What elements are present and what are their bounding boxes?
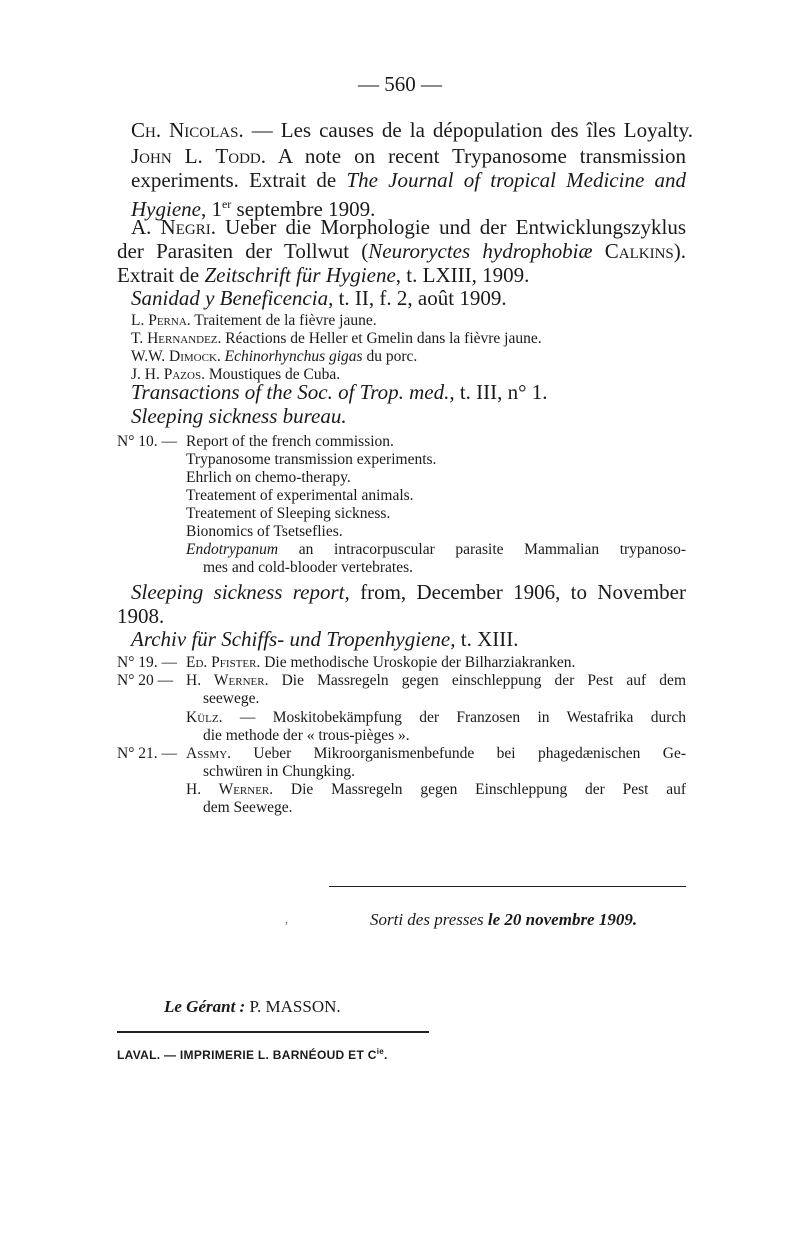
no21-author: Assmy. bbox=[186, 745, 232, 762]
sanidad-item-author: J. H. Pazos. bbox=[131, 366, 205, 383]
no20-label: N° 20 — bbox=[117, 672, 174, 689]
author-negri: A. Negri. bbox=[131, 215, 216, 239]
sanidad-item-author: L. Perna. bbox=[131, 312, 191, 329]
entry-negri-line1 bbox=[131, 215, 686, 239]
report-italic: Sleeping sickness report, bbox=[131, 580, 350, 604]
werner-entry bbox=[186, 781, 686, 799]
printer-sup: ie bbox=[376, 1047, 384, 1056]
sanidad-item-text: Moustiques de Cuba. bbox=[204, 366, 341, 383]
sanidad-item-text: Traitement de la fièvre jaune. bbox=[190, 312, 377, 329]
sanidad-item-author: W.W. Dimock. bbox=[131, 348, 221, 365]
author-nicolas: Ch. Nicolas. bbox=[131, 118, 244, 142]
bureau-title: Sleeping sickness bureau. bbox=[131, 404, 347, 428]
werner-cont: dem Seewege. bbox=[203, 799, 293, 816]
no20-entry bbox=[186, 672, 686, 690]
sorti-part-2: le 20 novembre 1909. bbox=[487, 910, 638, 929]
transactions-title: Transactions of the Soc. of Trop. med., bbox=[131, 380, 455, 404]
no10-endotrypanum-cont: mes and cold-blooder vertebrates. bbox=[203, 559, 414, 576]
no10-item: Treatement of experimental animals. bbox=[186, 487, 414, 504]
no10-item: Ehrlich on chemo-therapy. bbox=[186, 469, 351, 486]
kulz-author: Külz. bbox=[186, 709, 223, 726]
title-todd-2: experiments. Extrait de bbox=[131, 168, 347, 192]
todd-date-post: septembre 1909. bbox=[231, 197, 376, 221]
title-negri-1: Ueber die Morphologie und der Entwicklungszyklus bbox=[215, 215, 687, 239]
no19-entry bbox=[186, 654, 575, 672]
negri-vol: , t. LXIII, 1909. bbox=[395, 263, 530, 287]
sanidad-item-author: T. Hernandez. bbox=[131, 330, 222, 347]
sanidad-item-text: Réactions de Heller et Gmelin dans la fièvre jaune. bbox=[221, 330, 542, 347]
sorti-part-1: Sorti des presses bbox=[370, 910, 488, 929]
gerant-rule bbox=[117, 1031, 429, 1033]
no10-item: Trypanosome transmission experiments. bbox=[186, 451, 437, 468]
entry-negri-line2 bbox=[117, 239, 686, 263]
todd-date-sup: er bbox=[221, 197, 232, 211]
no10-endotrypanum bbox=[186, 541, 686, 559]
no10-label: N° 10. — bbox=[117, 433, 178, 450]
sanidad-item-italic: Echinorhynchus gigas bbox=[224, 348, 363, 365]
end-rule bbox=[329, 886, 686, 887]
no10-item: Treatement of Sleeping sickness. bbox=[186, 505, 391, 522]
sanidad-item bbox=[131, 312, 377, 330]
no19-author: Ed. Pfister. bbox=[186, 654, 261, 671]
archiv-vol: t. XIII. bbox=[455, 627, 519, 651]
gerant-line bbox=[164, 997, 341, 1017]
printer-part-1: LAVAL. — IMPRIMERIE L. BARNÉOUD ET C bbox=[117, 1048, 377, 1062]
calkins: Calkins bbox=[604, 239, 674, 263]
sorti-des-presses bbox=[370, 910, 637, 930]
no19-label: N° 19. — bbox=[117, 654, 178, 671]
transactions-vol: t. III, n° 1. bbox=[454, 380, 548, 404]
sanidad-item-text: du porc. bbox=[362, 348, 418, 365]
kulz-entry bbox=[186, 709, 686, 727]
report-line2: 1908. bbox=[117, 604, 165, 628]
printer-part-2: . bbox=[383, 1048, 388, 1062]
no20-cont: seewege. bbox=[203, 690, 260, 707]
kulz-text: — Moskitobekämpfung der Franzosen in Westafrika durch bbox=[222, 709, 686, 726]
no21-label: N° 21. — bbox=[117, 745, 178, 762]
no21-cont: schwüren in Chungking. bbox=[203, 763, 355, 780]
title-todd-1: A note on recent Trypanosome transmission bbox=[266, 144, 686, 168]
no21-text: Ueber Mikroorganismenbefunde bei phagedænischen Ge- bbox=[231, 745, 686, 762]
sanidad-vol: t. II, f. 2, août 1909. bbox=[333, 286, 507, 310]
sanidad-item bbox=[131, 348, 417, 366]
sanidad-title: Sanidad y Beneficencia, bbox=[131, 286, 334, 310]
journal-sanidad bbox=[131, 286, 507, 310]
sanidad-item bbox=[131, 330, 542, 348]
entry-todd-line1 bbox=[131, 144, 686, 168]
werner-text: Die Massregeln gegen Einschleppung der Pest auf bbox=[273, 781, 686, 798]
no21-entry bbox=[186, 745, 686, 763]
report-line1 bbox=[131, 580, 686, 604]
entry-negri-line3 bbox=[117, 263, 529, 287]
journal-todd-1: The Journal of tropical Medicine and bbox=[346, 168, 686, 192]
journal-todd-2: Hygiene bbox=[131, 197, 201, 221]
journal-transactions bbox=[131, 380, 548, 404]
species-negri: Neuroryctes hydrophobiæ bbox=[368, 239, 593, 263]
entry-nicolas bbox=[131, 118, 693, 142]
gerant-name: P. MASSON. bbox=[245, 997, 341, 1016]
title-nicolas: — Les causes de la dépopulation des îles Loyalty. bbox=[243, 118, 693, 142]
journal-negri: Zeitschrift für Hygiene bbox=[204, 263, 396, 287]
printer-line bbox=[117, 1045, 388, 1062]
todd-date-pre: , 1 bbox=[200, 197, 222, 221]
entry-todd-line2 bbox=[131, 168, 686, 192]
journal-archiv bbox=[131, 627, 518, 651]
endotrypanum-italic: Endotrypanum bbox=[186, 541, 279, 558]
kulz-cont: die methode der « trous-pièges ». bbox=[203, 727, 410, 744]
author-todd: John L. Todd. bbox=[131, 144, 266, 168]
stray-mark: , bbox=[285, 912, 288, 926]
report-text: from, December 1906, to November bbox=[349, 580, 686, 604]
gerant-label: Le Gérant : bbox=[164, 997, 246, 1016]
page-number: — 560 — bbox=[358, 72, 442, 96]
endotrypanum-text: an intracorpuscular parasite Mammalian trypanoso- bbox=[278, 541, 686, 558]
no19-text: Die methodische Uroskopie der Bilharziakranken. bbox=[260, 654, 576, 671]
no20-text: Die Massregeln gegen einschleppung der Pest auf dem bbox=[268, 672, 686, 689]
werner-author: H. Werner. bbox=[186, 781, 274, 798]
no10-item: Report of the french commission. bbox=[186, 433, 394, 450]
title-negri-2-end: ). bbox=[673, 239, 687, 263]
archiv-title: Archiv für Schiffs- und Tropenhygiene, bbox=[131, 627, 456, 651]
no10-item: Bionomics of Tsetseflies. bbox=[186, 523, 343, 540]
negri-extrait: Extrait de bbox=[117, 263, 205, 287]
title-negri-2: der Parasiten der Tollwut ( bbox=[117, 239, 369, 263]
no20-author: H. Werner. bbox=[186, 672, 269, 689]
sleeping-bureau bbox=[131, 404, 347, 428]
